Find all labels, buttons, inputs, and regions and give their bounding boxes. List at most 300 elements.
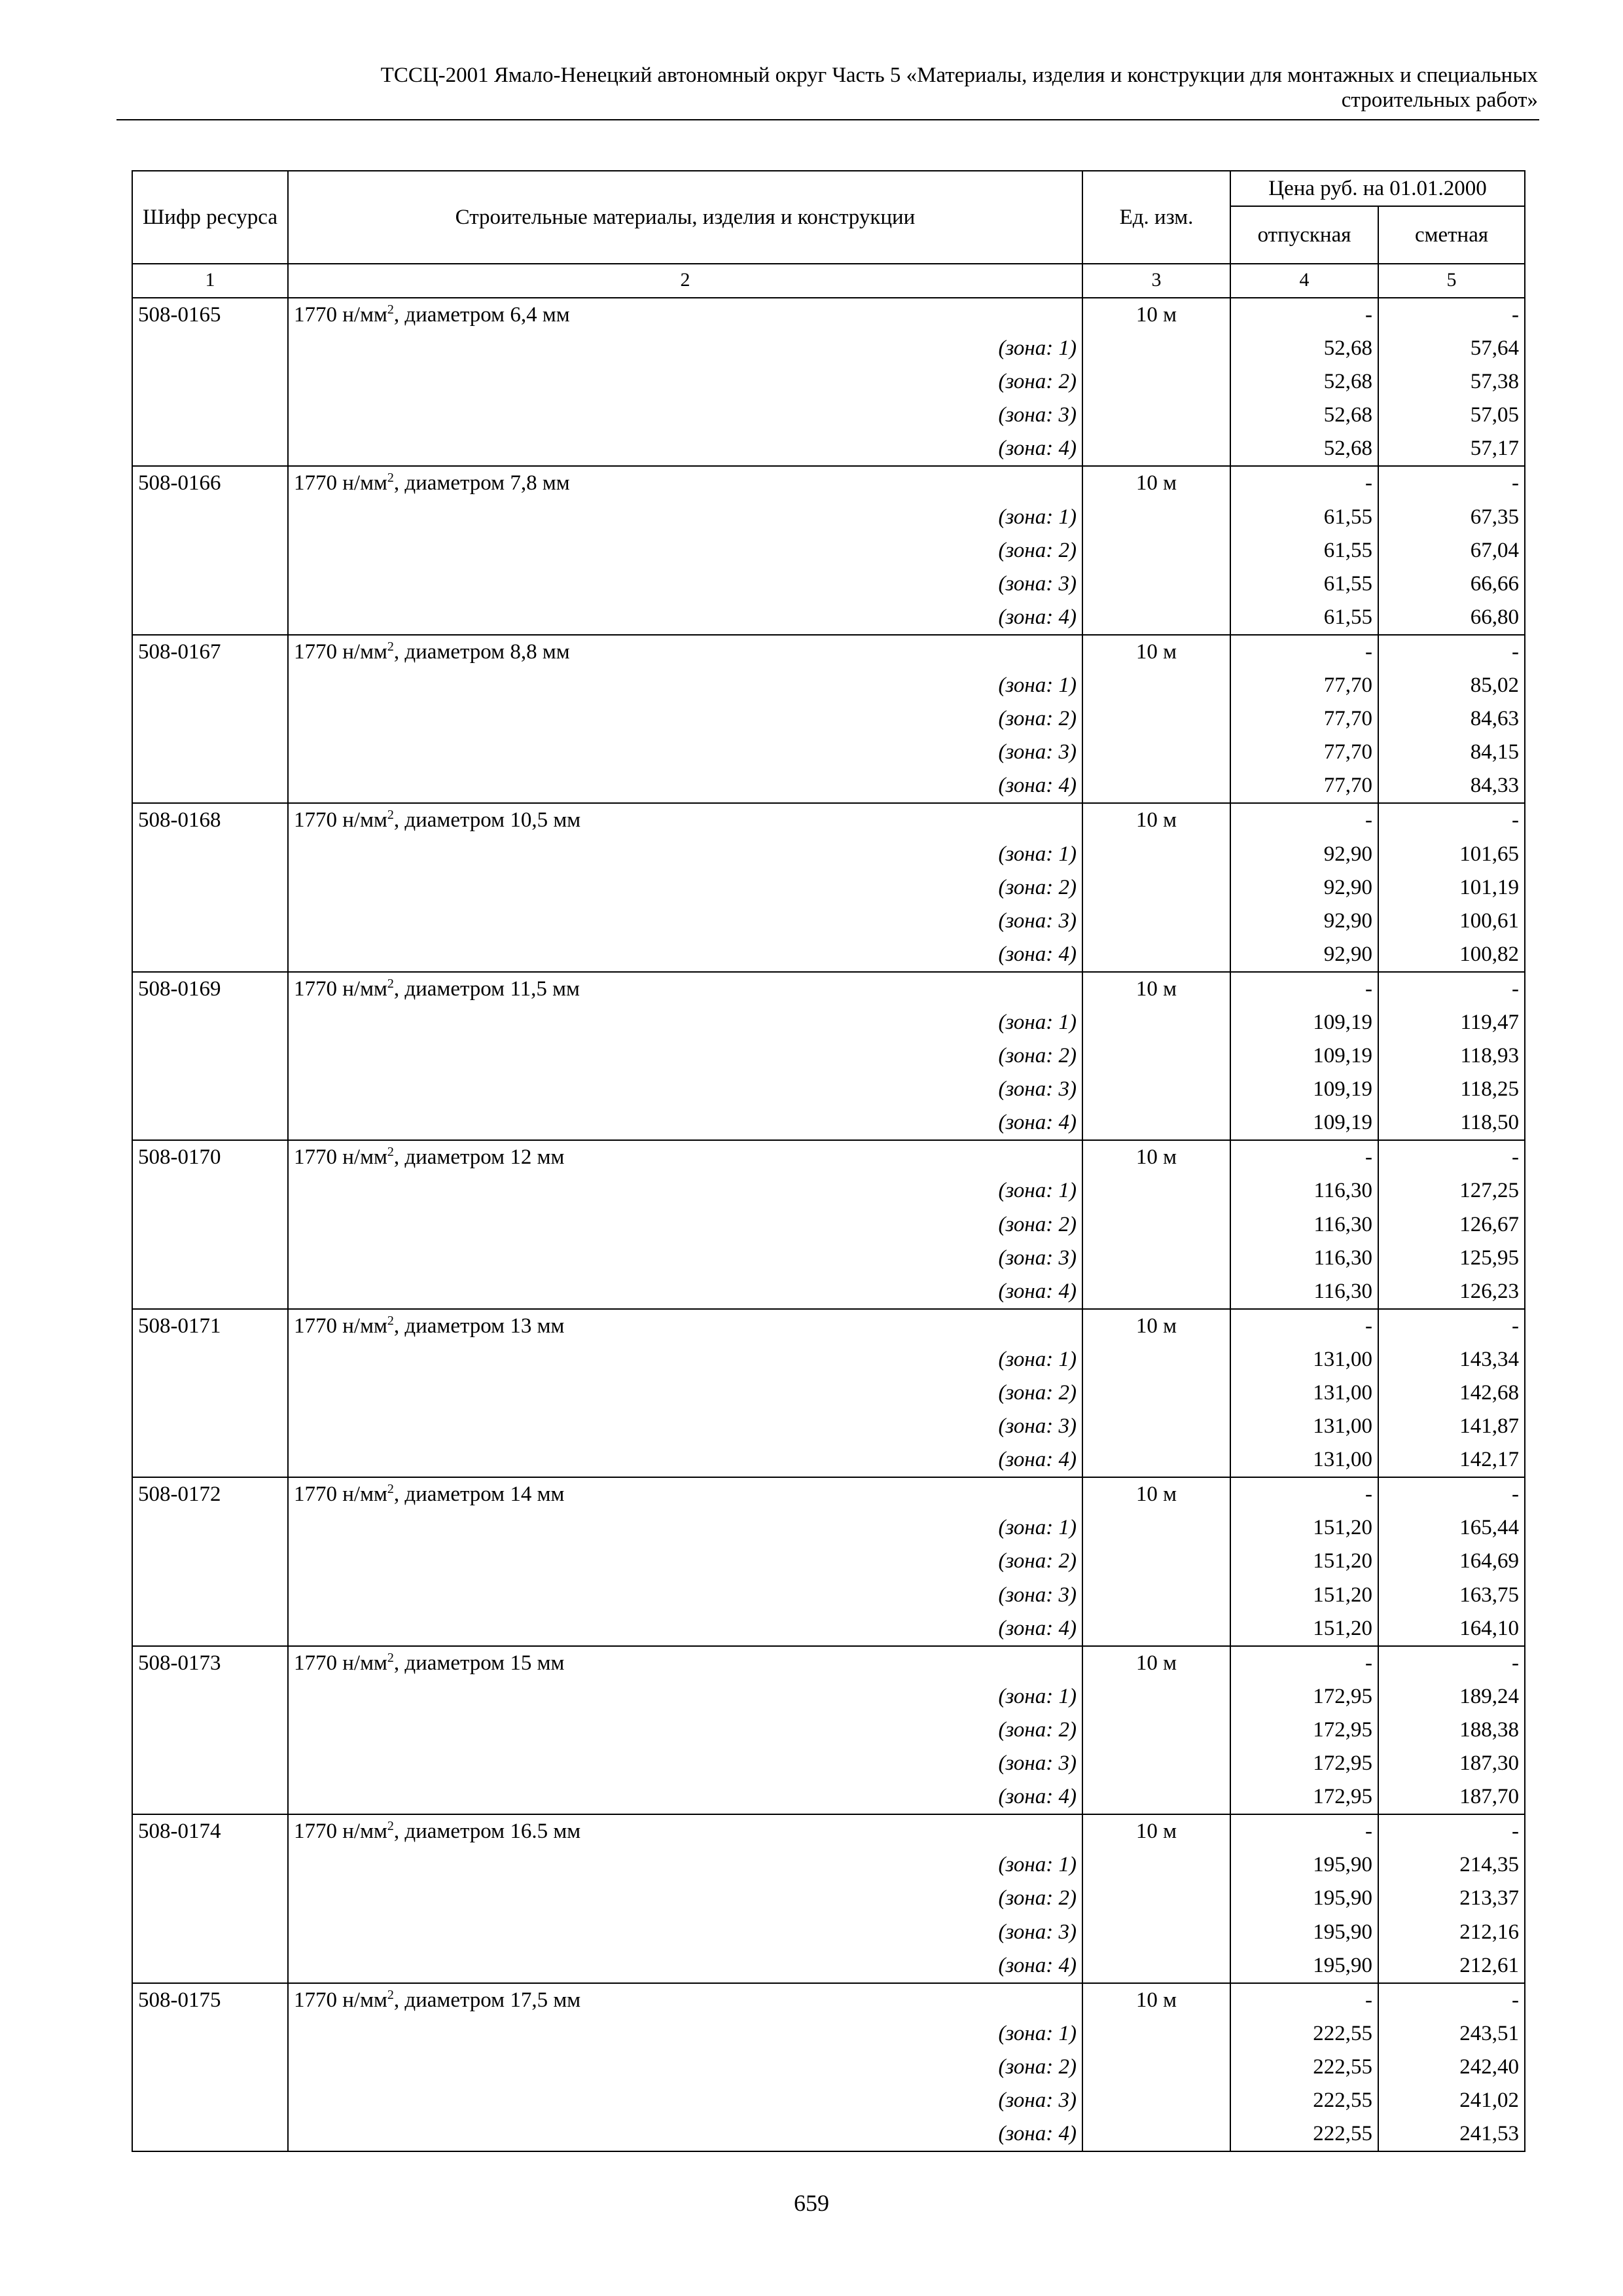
resource-description xyxy=(288,1983,1082,2017)
zone-row xyxy=(132,769,1525,803)
zone-label: (зона: 2) xyxy=(288,365,1082,399)
description-text: 1770 н/мм xyxy=(294,1988,387,2012)
table-row xyxy=(132,803,1525,837)
empty-cell xyxy=(132,871,288,905)
zone-row xyxy=(132,1579,1525,1612)
description-text: 1770 н/мм xyxy=(294,303,387,327)
zone-row xyxy=(132,1242,1525,1275)
wholesale-price: 61,55 xyxy=(1230,534,1378,567)
description-text: 1770 н/мм xyxy=(294,1314,387,1338)
column-header-price: Цена руб. на 01.01.2000 xyxy=(1230,171,1525,206)
zone-label: (зона: 1) xyxy=(288,1174,1082,1208)
zone-row xyxy=(132,534,1525,567)
estimate-price: 189,24 xyxy=(1378,1680,1525,1713)
column-header-unit: Ед. изм. xyxy=(1082,171,1230,264)
zone-label: (зона: 2) xyxy=(288,1039,1082,1073)
estimate-price: 119,47 xyxy=(1378,1006,1525,1039)
zone-label: (зона: 3) xyxy=(288,399,1082,432)
estimate-price: - xyxy=(1378,1814,1525,1848)
zone-label: (зона: 2) xyxy=(288,1882,1082,1915)
wholesale-price: 52,68 xyxy=(1230,332,1378,365)
empty-cell xyxy=(1082,1443,1230,1477)
zone-label: (зона: 4) xyxy=(288,1443,1082,1477)
description-superscript: 2 xyxy=(387,639,394,654)
zone-label: (зона: 1) xyxy=(288,1848,1082,1882)
wholesale-price: 109,19 xyxy=(1230,1039,1378,1073)
estimate-price: 188,38 xyxy=(1378,1713,1525,1747)
estimate-price: 241,53 xyxy=(1378,2117,1525,2151)
empty-cell xyxy=(1082,769,1230,803)
empty-cell xyxy=(1082,1612,1230,1646)
empty-cell xyxy=(132,1949,288,1983)
description-text: , диаметром 7,8 мм xyxy=(393,471,570,495)
empty-cell xyxy=(132,1106,288,1140)
description-text: , диаметром 17,5 мм xyxy=(393,1988,581,2012)
estimate-price: 84,63 xyxy=(1378,702,1525,736)
estimate-price: 118,50 xyxy=(1378,1106,1525,1140)
table-row xyxy=(132,1309,1525,1343)
wholesale-price: 52,68 xyxy=(1230,432,1378,466)
empty-cell xyxy=(1082,838,1230,871)
estimate-price: 214,35 xyxy=(1378,1848,1525,1882)
wholesale-price: - xyxy=(1230,466,1378,500)
empty-cell xyxy=(132,399,288,432)
empty-cell xyxy=(132,1882,288,1915)
estimate-price: 213,37 xyxy=(1378,1882,1525,1915)
unit-of-measure: 10 м xyxy=(1082,1477,1230,1511)
description-text: , диаметром 16.5 мм xyxy=(393,1820,581,1844)
zone-label: (зона: 1) xyxy=(288,1511,1082,1545)
empty-cell xyxy=(132,601,288,635)
estimate-price: 125,95 xyxy=(1378,1242,1525,1275)
wholesale-price: 92,90 xyxy=(1230,938,1378,972)
empty-cell xyxy=(132,1680,288,1713)
empty-cell xyxy=(1082,1006,1230,1039)
empty-cell xyxy=(1082,1410,1230,1443)
empty-cell xyxy=(132,1579,288,1612)
resource-code: 508-0169 xyxy=(132,972,288,1006)
zone-row xyxy=(132,702,1525,736)
zone-label: (зона: 3) xyxy=(288,1916,1082,1949)
description-superscript: 2 xyxy=(387,808,394,823)
empty-cell xyxy=(1082,567,1230,601)
estimate-price: 187,30 xyxy=(1378,1747,1525,1780)
estimate-price: 126,67 xyxy=(1378,1208,1525,1242)
estimate-price: 126,23 xyxy=(1378,1275,1525,1309)
resource-code: 508-0170 xyxy=(132,1140,288,1174)
wholesale-price: 195,90 xyxy=(1230,1949,1378,1983)
estimate-price: 67,35 xyxy=(1378,501,1525,534)
description-text: 1770 н/мм xyxy=(294,1820,387,1844)
estimate-price: 100,82 xyxy=(1378,938,1525,972)
resource-description xyxy=(288,972,1082,1006)
zone-row xyxy=(132,399,1525,432)
zone-row xyxy=(132,1275,1525,1309)
zone-label: (зона: 2) xyxy=(288,871,1082,905)
description-superscript: 2 xyxy=(387,1650,394,1665)
empty-cell xyxy=(1082,1106,1230,1140)
zone-row xyxy=(132,2084,1525,2117)
header-title-line1: ТССЦ-2001 Ямало-Ненецкий автономный округ Часть 5 «Материалы, изделия и конструкции для монтажных и специальных xyxy=(380,63,1538,87)
resource-description xyxy=(288,1477,1082,1511)
empty-cell xyxy=(1082,2051,1230,2084)
zone-label: (зона: 4) xyxy=(288,1780,1082,1814)
estimate-price: 164,10 xyxy=(1378,1612,1525,1646)
empty-cell xyxy=(132,1747,288,1780)
estimate-price: 57,17 xyxy=(1378,432,1525,466)
resource-code: 508-0171 xyxy=(132,1309,288,1343)
resource-code: 508-0165 xyxy=(132,298,288,332)
zone-label: (зона: 2) xyxy=(288,1545,1082,1578)
header-rule xyxy=(116,119,1539,120)
wholesale-price: 116,30 xyxy=(1230,1275,1378,1309)
zone-row xyxy=(132,905,1525,938)
zone-row xyxy=(132,1780,1525,1814)
zone-row xyxy=(132,1174,1525,1208)
wholesale-price: 131,00 xyxy=(1230,1343,1378,1376)
column-header-code: Шифр ресурса xyxy=(132,171,288,264)
empty-cell xyxy=(1082,1949,1230,1983)
zone-label: (зона: 1) xyxy=(288,1680,1082,1713)
description-text: , диаметром 11,5 мм xyxy=(393,977,580,1001)
wholesale-price: 172,95 xyxy=(1230,1747,1378,1780)
empty-cell xyxy=(132,332,288,365)
zone-label: (зона: 1) xyxy=(288,1343,1082,1376)
unit-of-measure: 10 м xyxy=(1082,298,1230,332)
description-superscript: 2 xyxy=(387,1482,394,1497)
empty-cell xyxy=(1082,534,1230,567)
wholesale-price: 109,19 xyxy=(1230,1073,1378,1106)
estimate-price: 101,19 xyxy=(1378,871,1525,905)
zone-row xyxy=(132,332,1525,365)
zone-row xyxy=(132,1039,1525,1073)
unit-of-measure: 10 м xyxy=(1082,1140,1230,1174)
empty-cell xyxy=(132,1343,288,1376)
zone-label: (зона: 2) xyxy=(288,1376,1082,1410)
wholesale-price: 92,90 xyxy=(1230,838,1378,871)
zone-label: (зона: 3) xyxy=(288,905,1082,938)
empty-cell xyxy=(1082,905,1230,938)
resource-code: 508-0167 xyxy=(132,635,288,669)
wholesale-price: 116,30 xyxy=(1230,1242,1378,1275)
zone-label: (зона: 1) xyxy=(288,2017,1082,2051)
wholesale-price: - xyxy=(1230,1814,1378,1848)
description-superscript: 2 xyxy=(387,302,394,317)
empty-cell xyxy=(132,736,288,769)
description-superscript: 2 xyxy=(387,1313,394,1328)
column-number: 1 xyxy=(132,264,288,298)
empty-cell xyxy=(132,669,288,702)
resource-code: 508-0166 xyxy=(132,466,288,500)
wholesale-price: 52,68 xyxy=(1230,365,1378,399)
empty-cell xyxy=(132,769,288,803)
zone-row xyxy=(132,1612,1525,1646)
zone-label: (зона: 4) xyxy=(288,938,1082,972)
wholesale-price: 92,90 xyxy=(1230,871,1378,905)
empty-cell xyxy=(1082,1073,1230,1106)
zone-row xyxy=(132,2051,1525,2084)
empty-cell xyxy=(1082,1780,1230,1814)
zone-row xyxy=(132,432,1525,466)
empty-cell xyxy=(1082,702,1230,736)
zone-label: (зона: 4) xyxy=(288,1275,1082,1309)
empty-cell xyxy=(1082,432,1230,466)
table-body xyxy=(132,298,1525,2151)
zone-label: (зона: 3) xyxy=(288,1242,1082,1275)
zone-row xyxy=(132,1545,1525,1578)
estimate-price: - xyxy=(1378,972,1525,1006)
estimate-price: 143,34 xyxy=(1378,1343,1525,1376)
empty-cell xyxy=(132,1039,288,1073)
description-text: 1770 н/мм xyxy=(294,639,387,664)
description-superscript: 2 xyxy=(387,976,394,991)
description-text: , диаметром 8,8 мм xyxy=(393,639,570,664)
empty-cell xyxy=(1082,1275,1230,1309)
zone-label: (зона: 3) xyxy=(288,2084,1082,2117)
empty-cell xyxy=(132,1780,288,1814)
zone-label: (зона: 4) xyxy=(288,601,1082,635)
estimate-price: 67,04 xyxy=(1378,534,1525,567)
empty-cell xyxy=(132,1443,288,1477)
table-row xyxy=(132,1646,1525,1680)
description-text: 1770 н/мм xyxy=(294,471,387,495)
description-superscript: 2 xyxy=(387,1819,394,1834)
description-text: 1770 н/мм xyxy=(294,1482,387,1507)
wholesale-price: - xyxy=(1230,1477,1378,1511)
zone-label: (зона: 2) xyxy=(288,534,1082,567)
empty-cell xyxy=(132,534,288,567)
table-row xyxy=(132,1140,1525,1174)
zone-label: (зона: 3) xyxy=(288,736,1082,769)
empty-cell xyxy=(132,1208,288,1242)
empty-cell xyxy=(1082,2084,1230,2117)
description-text: , диаметром 15 мм xyxy=(393,1651,565,1675)
zone-label: (зона: 2) xyxy=(288,1208,1082,1242)
resource-description xyxy=(288,1140,1082,1174)
empty-cell xyxy=(1082,1208,1230,1242)
empty-cell xyxy=(1082,1343,1230,1376)
estimate-price: - xyxy=(1378,298,1525,332)
empty-cell xyxy=(1082,1242,1230,1275)
empty-cell xyxy=(1082,871,1230,905)
estimate-price: 100,61 xyxy=(1378,905,1525,938)
zone-row xyxy=(132,365,1525,399)
estimate-price: 212,16 xyxy=(1378,1916,1525,1949)
empty-cell xyxy=(1082,736,1230,769)
empty-cell xyxy=(132,2051,288,2084)
zone-label: (зона: 3) xyxy=(288,1579,1082,1612)
wholesale-price: 195,90 xyxy=(1230,1882,1378,1915)
wholesale-price: - xyxy=(1230,972,1378,1006)
zone-label: (зона: 4) xyxy=(288,1106,1082,1140)
price-table xyxy=(132,170,1525,2152)
wholesale-price: 109,19 xyxy=(1230,1006,1378,1039)
description-text: , диаметром 14 мм xyxy=(393,1482,565,1507)
resource-description xyxy=(288,1646,1082,1680)
wholesale-price: 116,30 xyxy=(1230,1174,1378,1208)
resource-description xyxy=(288,298,1082,332)
wholesale-price: - xyxy=(1230,635,1378,669)
estimate-price: 241,02 xyxy=(1378,2084,1525,2117)
empty-cell xyxy=(132,1006,288,1039)
empty-cell xyxy=(132,1410,288,1443)
table-row xyxy=(132,466,1525,500)
empty-cell xyxy=(132,1916,288,1949)
zone-row xyxy=(132,1006,1525,1039)
wholesale-price: - xyxy=(1230,1309,1378,1343)
column-header-wholesale: отпускная xyxy=(1230,206,1378,264)
description-text: 1770 н/мм xyxy=(294,1145,387,1170)
column-number: 2 xyxy=(288,264,1082,298)
empty-cell xyxy=(132,1174,288,1208)
table-row xyxy=(132,1477,1525,1511)
resource-code: 508-0168 xyxy=(132,803,288,837)
document-header xyxy=(118,63,1538,113)
wholesale-price: - xyxy=(1230,1646,1378,1680)
zone-label: (зона: 3) xyxy=(288,1073,1082,1106)
zone-row xyxy=(132,1882,1525,1915)
estimate-price: 66,80 xyxy=(1378,601,1525,635)
empty-cell xyxy=(1082,1174,1230,1208)
zone-row xyxy=(132,1208,1525,1242)
wholesale-price: 77,70 xyxy=(1230,769,1378,803)
estimate-price: 187,70 xyxy=(1378,1780,1525,1814)
zone-row xyxy=(132,938,1525,972)
wholesale-price: 77,70 xyxy=(1230,736,1378,769)
resource-code: 508-0173 xyxy=(132,1646,288,1680)
resource-description xyxy=(288,635,1082,669)
empty-cell xyxy=(132,1848,288,1882)
zone-row xyxy=(132,1747,1525,1780)
column-header-estimate: сметная xyxy=(1378,206,1525,264)
table-row xyxy=(132,298,1525,332)
zone-label: (зона: 2) xyxy=(288,702,1082,736)
zone-row xyxy=(132,1073,1525,1106)
wholesale-price: 131,00 xyxy=(1230,1443,1378,1477)
description-superscript: 2 xyxy=(387,1987,394,2002)
estimate-price: 164,69 xyxy=(1378,1545,1525,1578)
empty-cell xyxy=(1082,669,1230,702)
empty-cell xyxy=(132,432,288,466)
estimate-price: 163,75 xyxy=(1378,1579,1525,1612)
wholesale-price: - xyxy=(1230,298,1378,332)
wholesale-price: - xyxy=(1230,1983,1378,2017)
unit-of-measure: 10 м xyxy=(1082,1646,1230,1680)
empty-cell xyxy=(1082,1376,1230,1410)
empty-cell xyxy=(132,2117,288,2151)
empty-cell xyxy=(132,1275,288,1309)
header-title-line2: строительных работ» xyxy=(1341,88,1538,112)
description-text: , диаметром 10,5 мм xyxy=(393,808,581,833)
wholesale-price: 151,20 xyxy=(1230,1545,1378,1578)
estimate-price: - xyxy=(1378,1309,1525,1343)
description-text: 1770 н/мм xyxy=(294,977,387,1001)
estimate-price: 212,61 xyxy=(1378,1949,1525,1983)
wholesale-price: 222,55 xyxy=(1230,2017,1378,2051)
zone-label: (зона: 4) xyxy=(288,1612,1082,1646)
empty-cell xyxy=(1082,938,1230,972)
zone-label: (зона: 1) xyxy=(288,332,1082,365)
empty-cell xyxy=(1082,1882,1230,1915)
empty-cell xyxy=(1082,1579,1230,1612)
zone-label: (зона: 1) xyxy=(288,838,1082,871)
zone-row xyxy=(132,567,1525,601)
zone-row xyxy=(132,2117,1525,2151)
wholesale-price: - xyxy=(1230,803,1378,837)
wholesale-price: 92,90 xyxy=(1230,905,1378,938)
zone-row xyxy=(132,871,1525,905)
unit-of-measure: 10 м xyxy=(1082,1309,1230,1343)
zone-row xyxy=(132,669,1525,702)
table-row xyxy=(132,972,1525,1006)
estimate-price: 57,05 xyxy=(1378,399,1525,432)
empty-cell xyxy=(132,938,288,972)
estimate-price: 101,65 xyxy=(1378,838,1525,871)
estimate-price: 142,68 xyxy=(1378,1376,1525,1410)
zone-row xyxy=(132,1949,1525,1983)
empty-cell xyxy=(1082,1747,1230,1780)
estimate-price: 118,93 xyxy=(1378,1039,1525,1073)
zone-label: (зона: 2) xyxy=(288,1713,1082,1747)
estimate-price: - xyxy=(1378,1140,1525,1174)
zone-label: (зона: 4) xyxy=(288,432,1082,466)
empty-cell xyxy=(132,905,288,938)
zone-row xyxy=(132,1410,1525,1443)
zone-label: (зона: 4) xyxy=(288,2117,1082,2151)
zone-label: (зона: 3) xyxy=(288,1747,1082,1780)
column-number: 4 xyxy=(1230,264,1378,298)
empty-cell xyxy=(1082,2017,1230,2051)
zone-label: (зона: 2) xyxy=(288,2051,1082,2084)
empty-cell xyxy=(1082,365,1230,399)
estimate-price: 165,44 xyxy=(1378,1511,1525,1545)
empty-cell xyxy=(132,1242,288,1275)
empty-cell xyxy=(1082,1545,1230,1578)
resource-code: 508-0174 xyxy=(132,1814,288,1848)
empty-cell xyxy=(1082,1713,1230,1747)
estimate-price: 57,38 xyxy=(1378,365,1525,399)
wholesale-price: 61,55 xyxy=(1230,567,1378,601)
empty-cell xyxy=(132,2017,288,2051)
estimate-price: 85,02 xyxy=(1378,669,1525,702)
wholesale-price: 222,55 xyxy=(1230,2084,1378,2117)
table-row xyxy=(132,1983,1525,2017)
zone-row xyxy=(132,501,1525,534)
wholesale-price: 131,00 xyxy=(1230,1376,1378,1410)
resource-description xyxy=(288,1309,1082,1343)
zone-row xyxy=(132,1343,1525,1376)
column-number: 5 xyxy=(1378,264,1525,298)
unit-of-measure: 10 м xyxy=(1082,972,1230,1006)
wholesale-price: 77,70 xyxy=(1230,669,1378,702)
resource-code: 508-0172 xyxy=(132,1477,288,1511)
column-number: 3 xyxy=(1082,264,1230,298)
estimate-price: - xyxy=(1378,635,1525,669)
wholesale-price: - xyxy=(1230,1140,1378,1174)
estimate-price: 142,17 xyxy=(1378,1443,1525,1477)
description-text: 1770 н/мм xyxy=(294,1651,387,1675)
empty-cell xyxy=(1082,2117,1230,2151)
description-text: , диаметром 13 мм xyxy=(393,1314,565,1338)
description-superscript: 2 xyxy=(387,471,394,486)
estimate-price: 127,25 xyxy=(1378,1174,1525,1208)
zone-row xyxy=(132,1848,1525,1882)
zone-label: (зона: 4) xyxy=(288,1949,1082,1983)
zone-row xyxy=(132,1713,1525,1747)
wholesale-price: 172,95 xyxy=(1230,1780,1378,1814)
empty-cell xyxy=(132,2084,288,2117)
empty-cell xyxy=(132,501,288,534)
